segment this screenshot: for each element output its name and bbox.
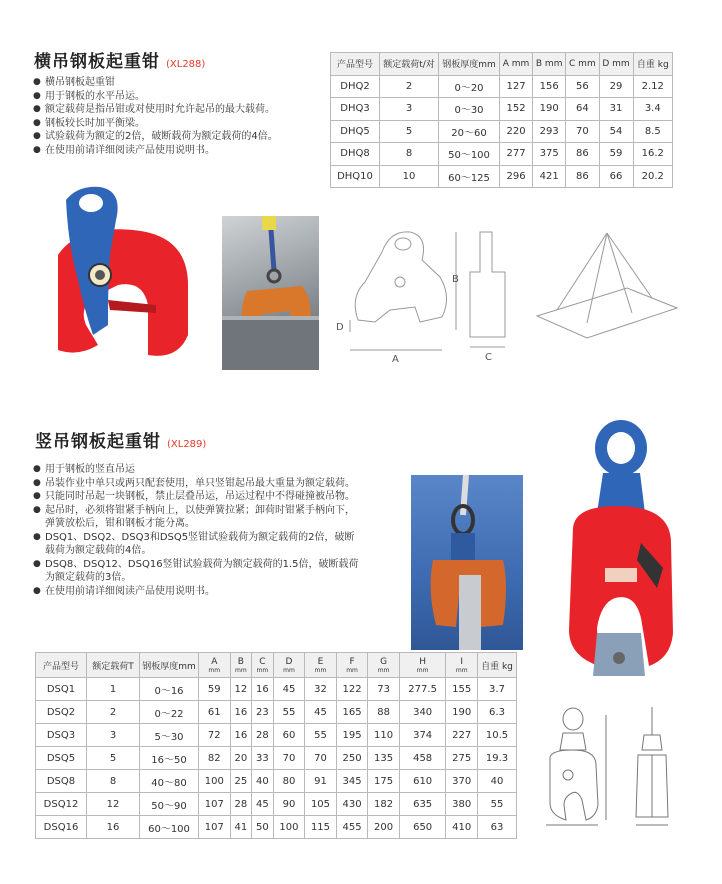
table-cell: 374	[399, 724, 446, 747]
bullet-item: ● DSQ1、DSQ2、DSQ3和DSQ5竖钳试验载荷为额定载荷的2倍，破断载荷为额定载荷的4倍。	[33, 531, 363, 558]
col-unit: mm	[416, 666, 429, 674]
table-cell: 635	[399, 793, 446, 816]
table-cell: 20～60	[439, 120, 500, 143]
table-cell: 6.3	[478, 701, 517, 724]
table-cell: 100	[199, 770, 231, 793]
col-letter: A	[211, 656, 218, 667]
table-cell: 200	[368, 816, 400, 839]
table-cell: 32	[305, 678, 337, 701]
table-header-cell: D mm	[599, 53, 633, 76]
table-cell: 40	[252, 770, 274, 793]
xl288-code: (XL288)	[166, 59, 206, 70]
table-cell: 1	[87, 678, 140, 701]
table-cell: 50	[252, 816, 274, 839]
table-row	[36, 678, 517, 701]
vertical-clamp-drawing-side	[628, 705, 688, 830]
table-cell: 190	[446, 701, 478, 724]
table-cell: 31	[599, 98, 633, 121]
table-cell: 421	[533, 165, 566, 188]
vertical-clamp-drawing-front	[538, 705, 618, 830]
table-cell: 90	[273, 793, 305, 816]
table-cell: 122	[336, 678, 368, 701]
table-cell: 277.5	[399, 678, 446, 701]
table-header-cell	[230, 653, 252, 678]
table-cell: 610	[399, 770, 446, 793]
table-cell: DHQ3	[331, 98, 380, 121]
table-cell: 275	[446, 747, 478, 770]
table-cell: 12	[87, 793, 140, 816]
table-row	[36, 770, 517, 793]
table-cell: 293	[533, 120, 566, 143]
table-cell: 155	[446, 678, 478, 701]
xl289-bullets	[33, 463, 363, 598]
table-row	[36, 793, 517, 816]
table-cell: 650	[399, 816, 446, 839]
table-header-row	[36, 653, 517, 678]
bullet-item: ● 试验载荷为额定的2倍，破断载荷为额定载荷的4倍。	[33, 130, 323, 144]
table-cell: 50～100	[439, 143, 500, 166]
bullet-item: ● 吊装作业中单只或两只配套使用，单只竖钳起吊最大重量为额定载荷。	[33, 477, 363, 491]
col-letter: B	[237, 656, 244, 667]
table-cell: 152	[500, 98, 533, 121]
table-cell: 40～80	[140, 770, 199, 793]
table-header-cell	[199, 653, 231, 678]
table-cell: 45	[273, 678, 305, 701]
dim-label-c: C	[485, 352, 492, 363]
col-letter: E	[317, 656, 324, 667]
table-header-cell: 产品型号	[331, 53, 380, 76]
table-cell: 2	[87, 701, 140, 724]
table-header-cell	[336, 653, 368, 678]
col-unit: mm	[256, 666, 269, 674]
horizontal-clamp-photo	[38, 185, 198, 370]
bullet-item: ● 只能同时吊起一块钢板，禁止层叠吊运，吊运过程中不得碰撞被吊物。	[33, 490, 363, 504]
table-row	[331, 98, 673, 121]
table-header-cell	[446, 653, 478, 678]
table-header-cell: B mm	[533, 53, 566, 76]
table-cell: 55	[273, 701, 305, 724]
bullet-item: ● 在使用前请详细阅读产品使用说明书。	[33, 585, 363, 599]
table-cell: 110	[368, 724, 400, 747]
table-cell: 72	[199, 724, 231, 747]
table-cell: 3.7	[478, 678, 517, 701]
table-cell: 60～100	[140, 816, 199, 839]
table-header-cell: 钢板厚度mm	[140, 653, 199, 678]
bullet-item: ● DSQ8、DSQ12、DSQ16竖钳试验载荷为额定载荷的1.5倍，破断载荷为额定载荷的3倍。	[33, 558, 363, 585]
table-row	[36, 816, 517, 839]
table-cell: 455	[336, 816, 368, 839]
col-unit: mm	[283, 666, 295, 674]
table-cell: 0～22	[140, 701, 199, 724]
dim-label-a: A	[392, 354, 399, 365]
table-header-cell: 额定载荷t/对	[380, 53, 439, 76]
xl289-code: (XL289)	[167, 439, 207, 450]
table-row	[331, 120, 673, 143]
table-cell: DHQ8	[331, 143, 380, 166]
table-cell: 16	[252, 678, 274, 701]
table-cell: 2	[380, 75, 439, 98]
table-cell: 88	[368, 701, 400, 724]
table-cell: 0～30	[439, 98, 500, 121]
table-header-cell: 产品型号	[36, 653, 87, 678]
table-cell: 45	[252, 793, 274, 816]
table-cell: DSQ1	[36, 678, 87, 701]
vertical-clamp-usage-photo	[411, 475, 523, 650]
table-cell: 375	[533, 143, 566, 166]
table-cell: 8	[87, 770, 140, 793]
table-cell: 3.4	[633, 98, 672, 121]
table-cell: 277	[500, 143, 533, 166]
table-header-cell	[399, 653, 446, 678]
table-cell: 16	[230, 724, 252, 747]
table-cell: 86	[566, 165, 599, 188]
table-cell: 20.2	[633, 165, 672, 188]
table-cell: 105	[305, 793, 337, 816]
table-cell: 28	[230, 793, 252, 816]
xl289-title-text: 竖吊钢板起重钳	[35, 432, 161, 452]
clamp-usage-photo	[222, 216, 319, 370]
bullet-item: ● 钢板较长时加平衡梁。	[33, 117, 323, 131]
table-cell: 63	[478, 816, 517, 839]
table-cell: DSQ5	[36, 747, 87, 770]
table-cell: 3	[380, 98, 439, 121]
table-cell: 430	[336, 793, 368, 816]
table-cell: 0～16	[140, 678, 199, 701]
table-cell: 60～125	[439, 165, 500, 188]
table-header-cell: A mm	[500, 53, 533, 76]
table-cell: 70	[273, 747, 305, 770]
table-cell: DSQ12	[36, 793, 87, 816]
table-cell: 182	[368, 793, 400, 816]
table-cell: 59	[599, 143, 633, 166]
table-row	[36, 724, 517, 747]
table-cell: 0～20	[439, 75, 500, 98]
table-cell: DSQ2	[36, 701, 87, 724]
col-letter: I	[460, 656, 464, 667]
table-cell: 190	[533, 98, 566, 121]
table-cell: 296	[500, 165, 533, 188]
col-letter: H	[419, 656, 427, 667]
table-header-cell	[273, 653, 305, 678]
table-row	[331, 143, 673, 166]
dim-label-b: B	[452, 274, 459, 285]
table-cell: 54	[599, 120, 633, 143]
table-row	[331, 165, 673, 188]
table-cell: 115	[305, 816, 337, 839]
table-cell: 66	[599, 165, 633, 188]
dim-label-d: D	[336, 322, 344, 333]
xl289-spec-table	[35, 652, 517, 839]
table-cell: DSQ8	[36, 770, 87, 793]
table-row	[36, 701, 517, 724]
table-header-cell: 自重 kg	[633, 53, 672, 76]
xl289-title	[35, 427, 206, 452]
col-unit: mm	[346, 666, 358, 674]
col-unit: mm	[234, 666, 247, 674]
xl288-title-text: 横吊钢板起重钳	[34, 52, 160, 72]
table-cell: 156	[533, 75, 566, 98]
table-cell: 56	[566, 75, 599, 98]
col-unit: mm	[455, 666, 468, 674]
table-cell: 70	[305, 747, 337, 770]
xl288-spec-table	[330, 52, 673, 188]
table-cell: 5	[87, 747, 140, 770]
col-unit: mm	[208, 666, 221, 674]
table-cell: 380	[446, 793, 478, 816]
table-cell: 82	[199, 747, 231, 770]
table-cell: 59	[199, 678, 231, 701]
bullet-item: ● 用于钢板的水平吊运。	[33, 90, 323, 104]
table-cell: 100	[273, 816, 305, 839]
table-cell: 107	[199, 793, 231, 816]
table-header-cell: 钢板厚度mm	[439, 53, 500, 76]
table-cell: 175	[368, 770, 400, 793]
table-cell: 16.2	[633, 143, 672, 166]
table-cell: DHQ2	[331, 75, 380, 98]
table-header-cell	[368, 653, 400, 678]
table-header-cell: C mm	[566, 53, 599, 76]
table-cell: DSQ3	[36, 724, 87, 747]
table-cell: DHQ10	[331, 165, 380, 188]
bullet-item: ● 横吊钢板起重钳	[33, 76, 323, 90]
xl288-bullets	[33, 76, 323, 157]
table-cell: 10	[380, 165, 439, 188]
col-letter: C	[259, 656, 266, 667]
table-cell: 135	[368, 747, 400, 770]
plate-lifting-sketch	[532, 228, 682, 343]
table-cell: 345	[336, 770, 368, 793]
table-row	[36, 747, 517, 770]
table-header-row	[331, 53, 673, 76]
table-header-cell	[252, 653, 274, 678]
col-letter: D	[285, 656, 293, 667]
table-cell: 370	[446, 770, 478, 793]
table-cell: 16～50	[140, 747, 199, 770]
bullet-item: ● 起吊时，必须将钳紧手柄向上，以使弹簧拉紧；卸荷时钳紧手柄向下，弹簧放松后，钳和钢板才能分离。	[33, 504, 363, 531]
bullet-item: ● 用于钢板的竖直吊运	[33, 463, 363, 477]
col-unit: mm	[314, 666, 327, 674]
table-cell: 25	[230, 770, 252, 793]
bullet-item: ● 在使用前请详细阅读产品使用说明书。	[33, 144, 323, 158]
table-cell: 12	[230, 678, 252, 701]
table-cell: 40	[478, 770, 517, 793]
table-cell: 5	[380, 120, 439, 143]
table-header-cell: 额定载荷T	[87, 653, 140, 678]
table-cell: 10.5	[478, 724, 517, 747]
table-cell: 220	[500, 120, 533, 143]
table-cell: 20	[230, 747, 252, 770]
table-cell: 3	[87, 724, 140, 747]
table-cell: 8.5	[633, 120, 672, 143]
table-cell: 8	[380, 143, 439, 166]
vertical-clamp-photo	[545, 418, 693, 683]
table-row	[331, 75, 673, 98]
table-cell: 70	[566, 120, 599, 143]
table-cell: 80	[273, 770, 305, 793]
table-cell: 107	[199, 816, 231, 839]
table-cell: 227	[446, 724, 478, 747]
table-cell: 50～90	[140, 793, 199, 816]
table-cell: 33	[252, 747, 274, 770]
table-cell: 2.12	[633, 75, 672, 98]
table-header-cell	[305, 653, 337, 678]
table-cell: DSQ16	[36, 816, 87, 839]
table-cell: 60	[273, 724, 305, 747]
table-cell: 86	[566, 143, 599, 166]
table-cell: 16	[230, 701, 252, 724]
table-cell: DHQ5	[331, 120, 380, 143]
col-unit: mm	[377, 666, 390, 674]
table-cell: 250	[336, 747, 368, 770]
table-cell: 55	[305, 724, 337, 747]
xl288-title	[34, 47, 205, 72]
table-cell: 195	[336, 724, 368, 747]
col-letter: F	[349, 656, 355, 667]
table-cell: 45	[305, 701, 337, 724]
table-cell: 19.3	[478, 747, 517, 770]
table-cell: 41	[230, 816, 252, 839]
xl288-dimension-drawing	[330, 222, 530, 367]
table-cell: 64	[566, 98, 599, 121]
table-cell: 16	[87, 816, 140, 839]
table-header-cell: 自重 kg	[478, 653, 517, 678]
table-cell: 55	[478, 793, 517, 816]
table-cell: 91	[305, 770, 337, 793]
col-letter: G	[380, 656, 388, 667]
table-cell: 458	[399, 747, 446, 770]
table-cell: 23	[252, 701, 274, 724]
table-cell: 28	[252, 724, 274, 747]
table-cell: 29	[599, 75, 633, 98]
table-cell: 5～30	[140, 724, 199, 747]
table-cell: 127	[500, 75, 533, 98]
table-cell: 61	[199, 701, 231, 724]
bullet-item: ● 额定载荷是指吊钳或对使用时允许起吊的最大载荷。	[33, 103, 323, 117]
table-cell: 165	[336, 701, 368, 724]
table-cell: 410	[446, 816, 478, 839]
table-cell: 340	[399, 701, 446, 724]
table-cell: 73	[368, 678, 400, 701]
